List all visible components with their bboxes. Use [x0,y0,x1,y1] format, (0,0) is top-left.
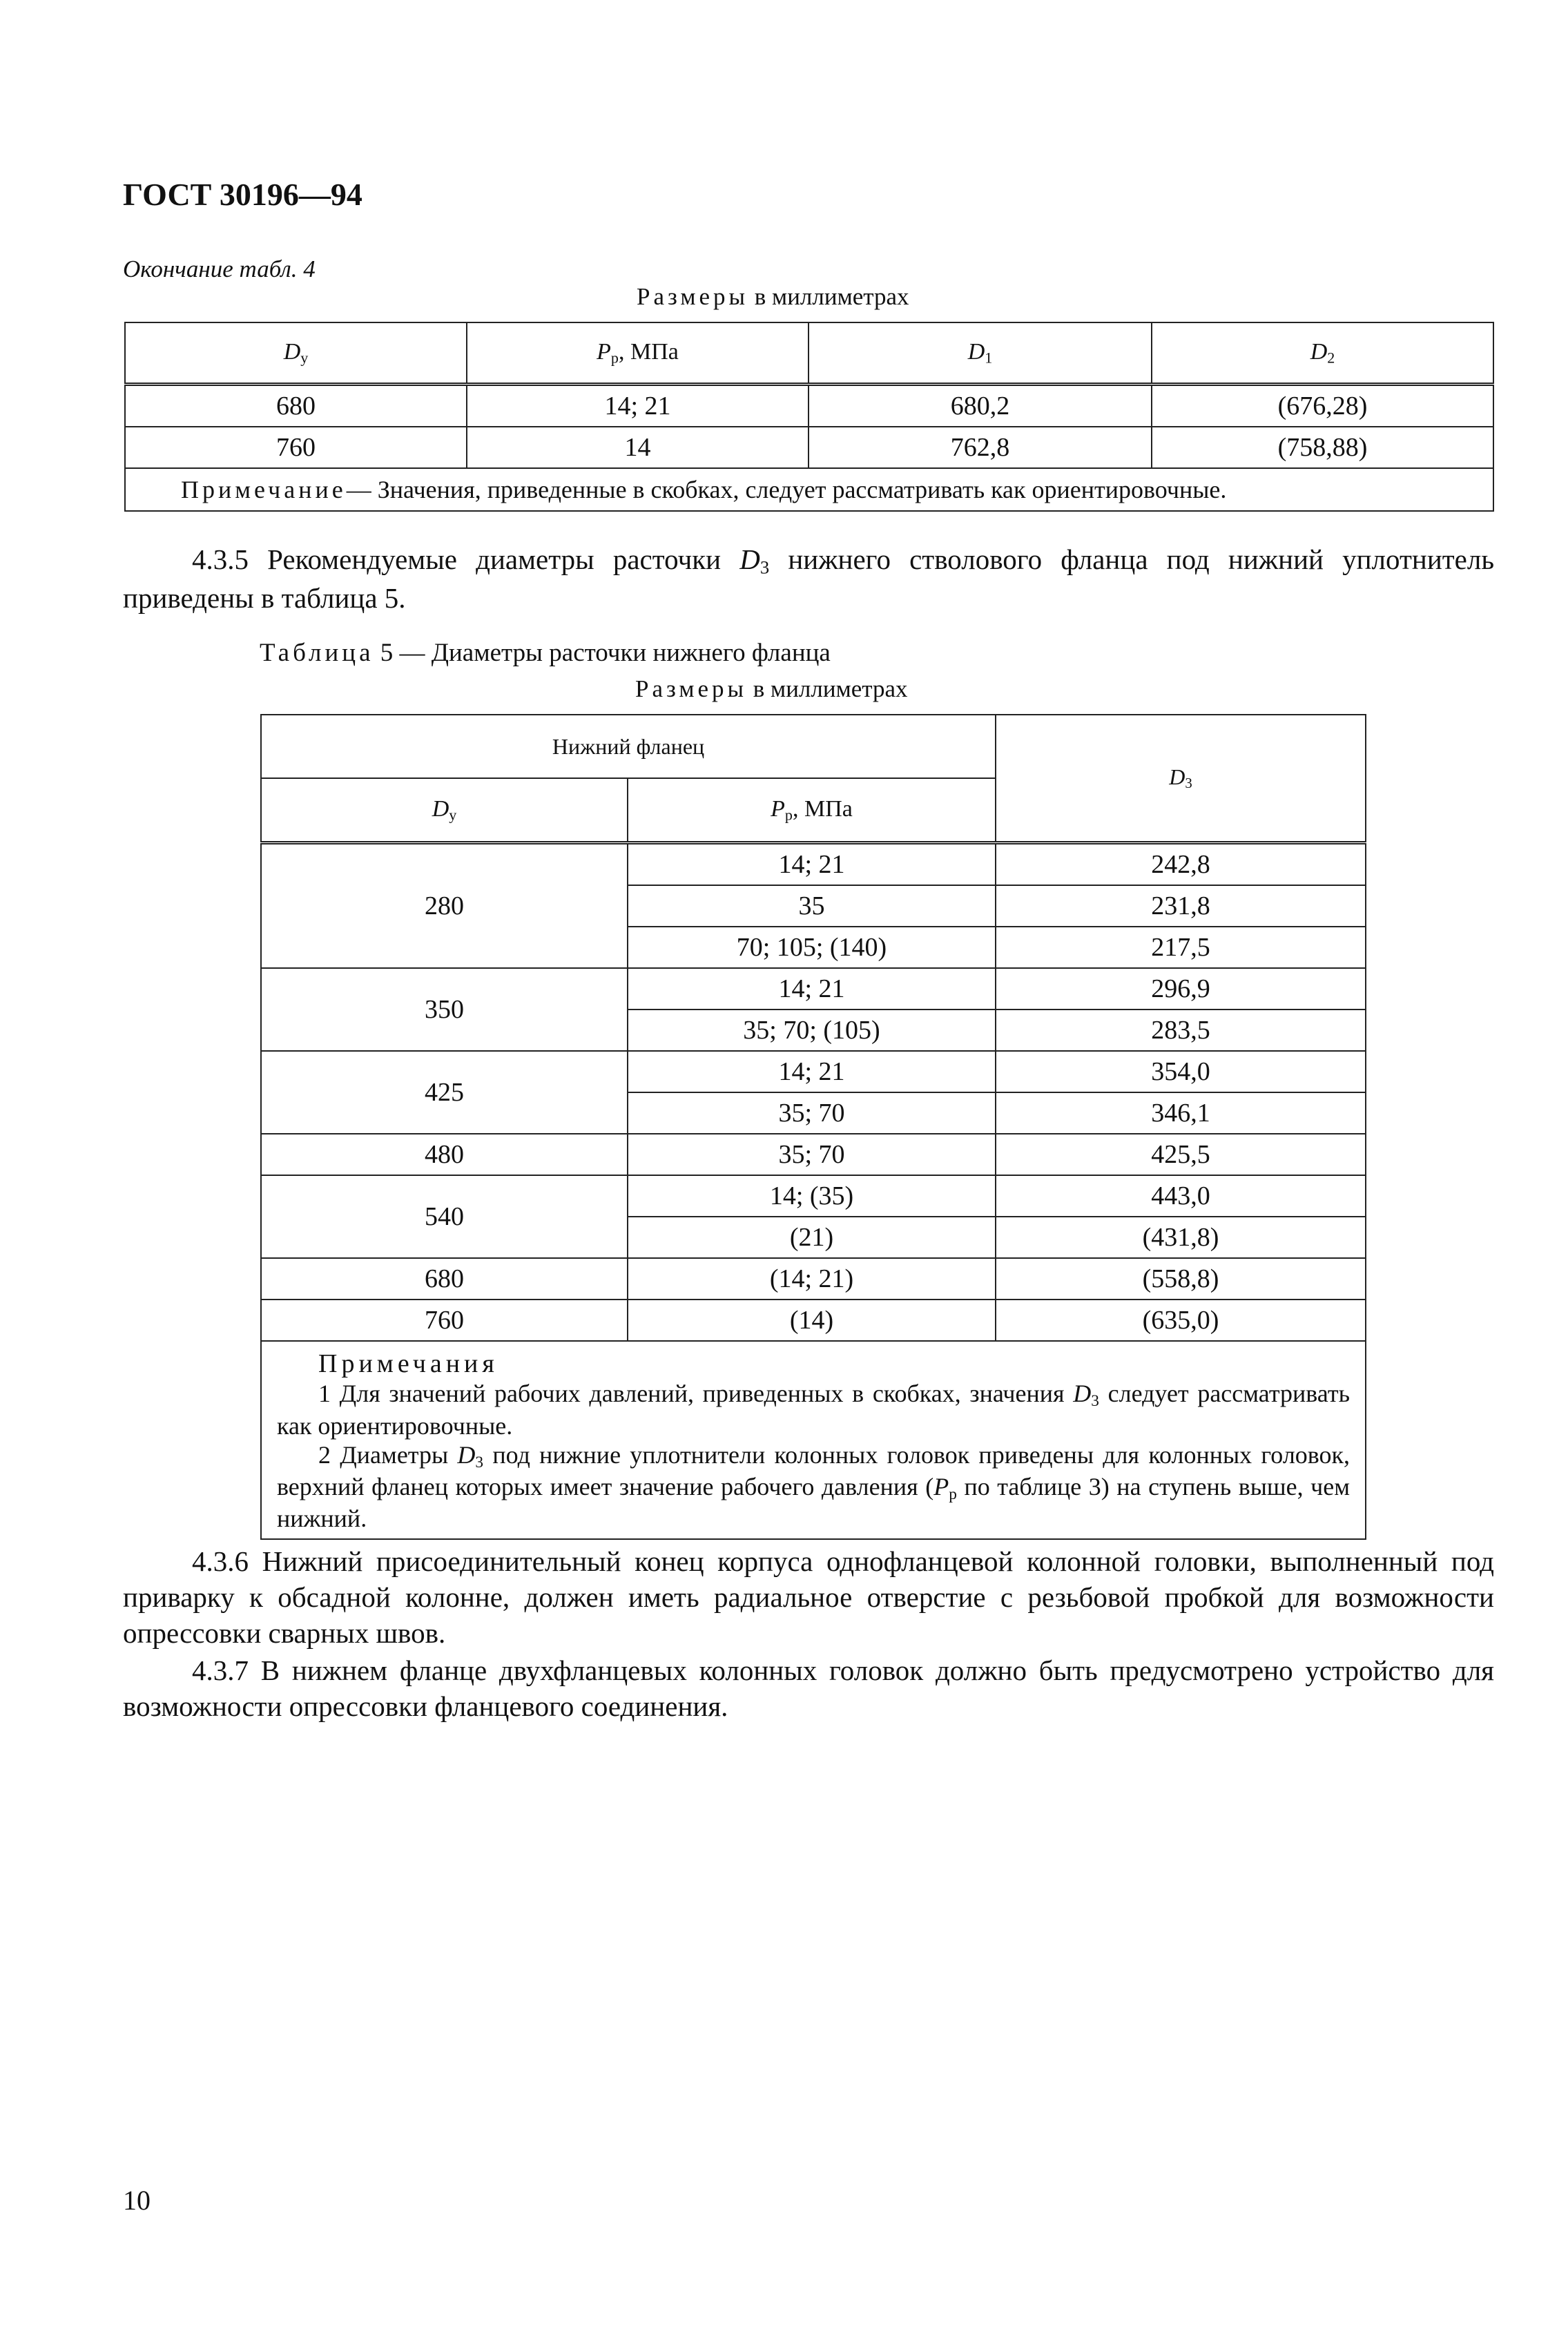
table4 [124,322,1494,512]
paragraph-4-3-5: 4.3.5 Рекомендуемые диаметры расточки $D_3$ нижнего стволового фланца под нижний уплотнитель приведены в таблица 5. [123,543,1495,614]
table-cell-dy: 540 [261,1175,628,1258]
table4-col-d1: $D_1$ [809,322,1152,385]
table-cell-dy: 280 [261,843,628,969]
table-cell: 354,0 [996,1051,1366,1092]
table4-units-spaced: Размеры [637,283,749,310]
paragraph-4-3-7: 4.3.7 В нижнем фланце двухфланцевых колонных головок должно быть предусмотрено устройство для возможности опрессовки фланцевого соединения. [123,1654,1495,1723]
table-cell: 14; (35) [628,1175,996,1217]
table4-units-label [637,283,909,311]
table-cell: (431,8) [996,1217,1366,1258]
table5-note-1: 1 Для значений рабочих давлений, приведенных в скобках, значения $D_3$ следует рассматривать как ориентировочные. [277,1380,1351,1440]
table-row [261,1134,1366,1175]
table-cell: 217,5 [996,927,1366,968]
table4-note-label: Примечание [181,476,347,503]
table-cell: 35; 70 [628,1134,996,1175]
table4-col-d2: $D_2$ [1152,322,1493,385]
table5-notes [261,1341,1366,1539]
table-cell-dy: 760 [261,1300,628,1341]
table-cell: 35; 70 [628,1092,996,1134]
table-cell: (758,88) [1152,427,1493,468]
table-cell: 14; 21 [467,385,809,427]
table-cell: (21) [628,1217,996,1258]
table5-note-2: 2 Диаметры $D_3$ под нижние уплотнители колонных головок приведены для колонных головок, верхний фланец которых имеет значение рабочего давления ($P_р$ по таблице 3) на ступень выше, чем нижний. [277,1440,1351,1533]
table-cell: (14; 21) [628,1258,996,1300]
table-cell: 70; 105; (140) [628,927,996,968]
table5-title-rest: 5 — Диаметры расточки нижнего фланца [380,639,831,667]
table-cell: 35; 70; (105) [628,1010,996,1051]
table5-title-spaced: Таблица [260,639,374,667]
table-cell: 680 [125,385,467,427]
table4-note-row [125,468,1493,511]
table5-col-pp: $P_р$, МПа [628,778,996,843]
table-row [261,968,1366,1010]
table-cell-dy: 350 [261,968,628,1051]
table-cell: (676,28) [1152,385,1493,427]
table4-note [125,468,1493,511]
table5 [260,714,1366,1540]
table-cell: 425,5 [996,1134,1366,1175]
table5-units-label [635,675,908,703]
table-row [261,843,1366,886]
table-cell: 14; 21 [628,968,996,1010]
table4-units-rest: в миллиметрах [754,283,909,310]
table-row [261,1051,1366,1092]
table-row [261,1258,1366,1300]
table-cell: 242,8 [996,843,1366,886]
table5-notes-row [261,1341,1366,1539]
table-cell: (558,8) [996,1258,1366,1300]
table-cell: 283,5 [996,1010,1366,1051]
table-cell: (635,0) [996,1300,1366,1341]
table-cell: 443,0 [996,1175,1366,1217]
paragraph-4-3-6: 4.3.6 Нижний присоединительный конец корпуса однофланцевой колонной головки, выполненный под приварку к обсадной колонне, должен иметь радиальное отверстие с резьбовой пробкой для возможности опрессовки сварных швов. [123,1545,1494,1650]
table-cell: 760 [125,427,467,468]
table-row [261,1300,1366,1341]
table-cell: 680,2 [809,385,1152,427]
table5-col-dy: $D_у$ [261,778,628,843]
table-row [125,427,1493,468]
table-cell: 14 [467,427,809,468]
table-cell: 14; 21 [628,1051,996,1092]
table4-note-text: — Значения, приведенные в скобках, следует рассматривать как ориентировочные. [346,476,1227,503]
table-cell: 231,8 [996,885,1366,927]
table4-header-row [125,322,1493,385]
table4-col-dy: $D_у$ [125,322,467,385]
table-row [261,1175,1366,1217]
table-row [125,385,1493,427]
table-cell: 14; 21 [628,843,996,886]
table-cell-dy: 425 [261,1051,628,1134]
table5-header-row-1 [261,715,1366,778]
table5-col-d3: $D_3$ [996,715,1366,843]
table-cell: 346,1 [996,1092,1366,1134]
document-code-header: ГОСТ 30196—94 [123,177,362,212]
table5-units-spaced: Размеры [635,675,748,702]
table5-units-rest: в миллиметрах [753,675,908,702]
table-cell: 35 [628,885,996,927]
table5-notes-title: Примечания [318,1349,499,1378]
table-cell-dy: 480 [261,1134,628,1175]
table-cell: 296,9 [996,968,1366,1010]
table-cell: (14) [628,1300,996,1341]
table5-group-header: Нижний фланец [261,715,996,778]
table5-title [260,638,831,668]
table-cell: 762,8 [809,427,1152,468]
table4-col-pp: $P_р$, МПа [467,322,809,385]
table-cell-dy: 680 [261,1258,628,1300]
table4-continuation-caption: Окончание табл. 4 [123,255,316,282]
page-number: 10 [123,2185,151,2216]
